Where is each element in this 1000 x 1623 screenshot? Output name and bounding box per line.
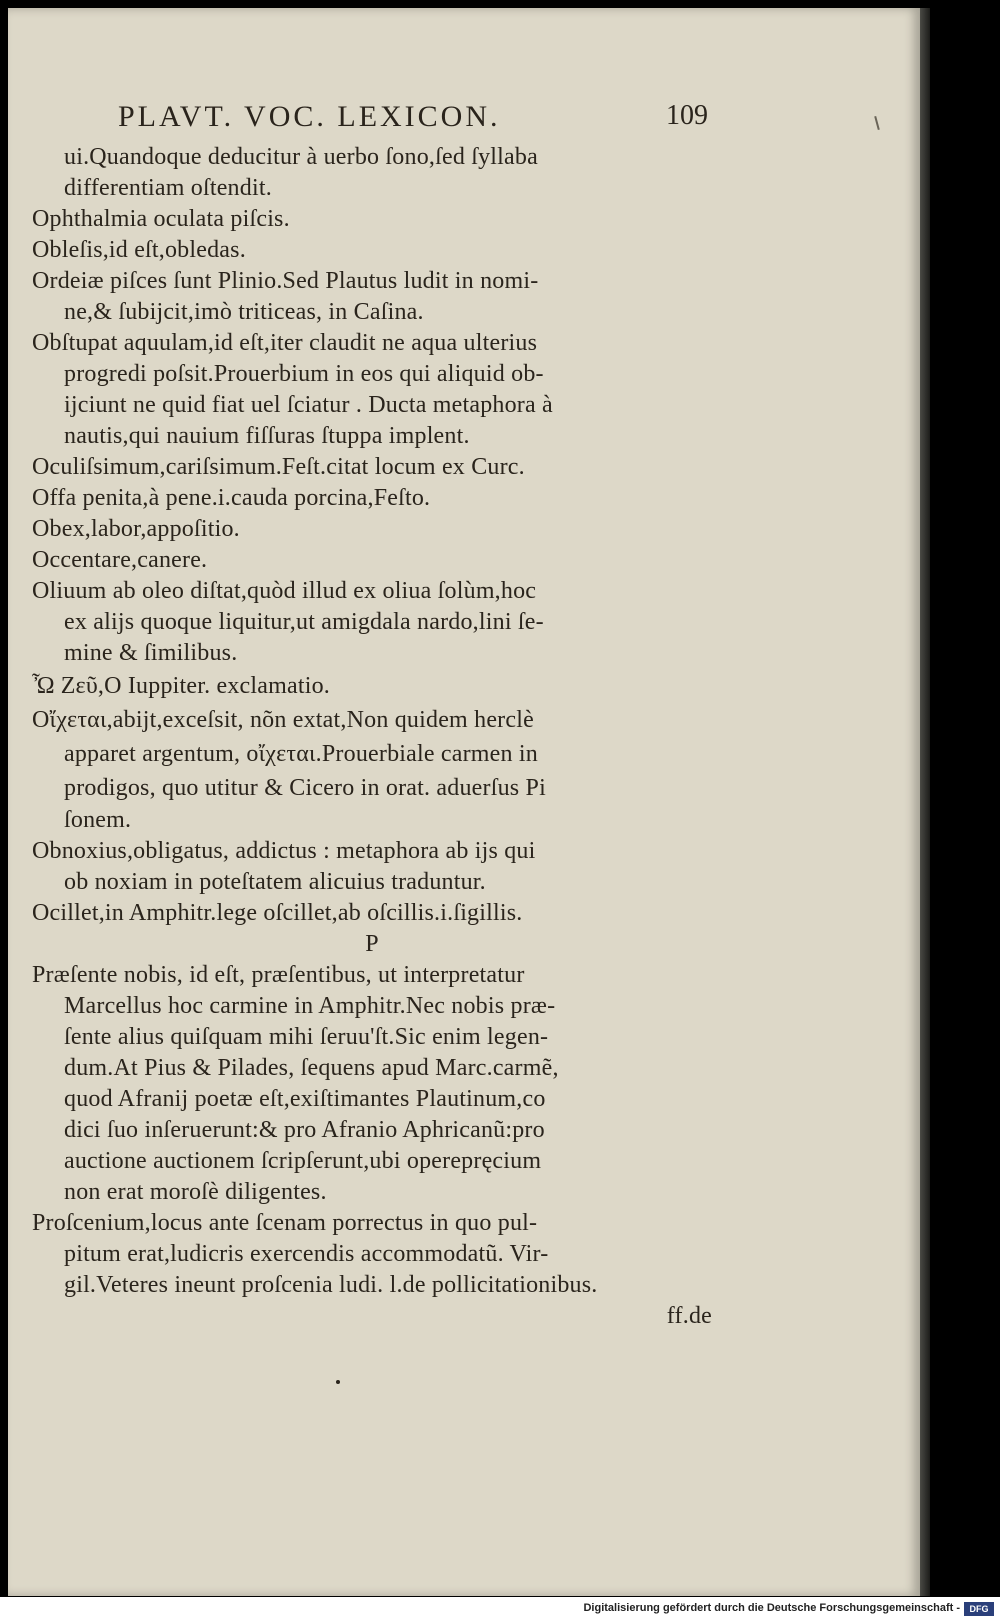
text-line: prodigos, quo utitur & Cicero in orat. aduerſus Pi	[64, 775, 546, 801]
entry-line: Præſente nobis, id eſt, præſentibus, ut interpretatur	[32, 962, 525, 988]
running-title: PLAVT. VOC. LEXICON.	[118, 100, 501, 133]
text-line: apparet argentum, οἴχεται.Prouerbiale carmen in	[64, 741, 538, 767]
ink-mark	[874, 116, 880, 130]
lexicon-text	[32, 142, 712, 1332]
text-line: quod Afranij poetæ eſt,exiſtimantes Plautinum,co	[64, 1086, 546, 1112]
entry-line: Ocillet,in Amphitr.lege oſcillet,ab oſcillis.i.ſigillis.	[32, 900, 523, 926]
entry-line: Obleſis,id eſt,obledas.	[32, 237, 246, 263]
text-line: ſente alius quiſquam mihi ſeruu'ſt.Sic enim legen-	[64, 1024, 549, 1050]
text-line: mine & ſimilibus.	[64, 640, 238, 666]
entry-line: Obnoxius,obligatus, addictus : metaphora ab ijs qui	[32, 838, 536, 864]
entry-line: Ordeiæ piſces ſunt Plinio.Sed Plautus ludit in nomi-	[32, 268, 539, 294]
text-line: ſonem.	[64, 807, 132, 833]
text-line: ijciunt ne quid fiat uel ſciatur . Ducta metaphora à	[64, 392, 553, 418]
text-line: non erat moroſè diligentes.	[64, 1179, 327, 1205]
entry-line: Offa penita,à pene.i.cauda porcina,Feſto.	[32, 485, 431, 511]
dfg-logo: DFG	[964, 1602, 994, 1616]
entry-line: Obex,labor,appoſitio.	[32, 516, 240, 542]
entry-line: Ophthalmia oculata piſcis.	[32, 206, 290, 232]
text-line: auctione auctionem ſcripſerunt,ubi operepręcium	[64, 1148, 542, 1174]
text-line: ne,& ſubijcit,imò triticeas, in Caſina.	[64, 299, 424, 325]
text-line: dum.At Pius & Pilades, ſequens apud Marc.carmẽ,	[64, 1055, 559, 1081]
section-letter: P	[365, 931, 379, 957]
entry-line: Oliuum ab oleo diſtat,quòd illud ex oliua ſolùm,hoc	[32, 578, 537, 604]
entry-line: Proſcenium,locus ante ſcenam porrectus in quo pul-	[32, 1210, 538, 1236]
text-line: ob noxiam in poteſtatem alicuius traduntur.	[64, 869, 486, 895]
text-line: Marcellus hoc carmine in Amphitr.Nec nobis præ-	[64, 993, 556, 1019]
ink-speck	[336, 1380, 340, 1384]
entry-line: Occentare,canere.	[32, 547, 208, 573]
running-head	[118, 100, 708, 140]
text-line: gil.Veteres ineunt proſcenia ludi. l.de pollicitationibus.	[64, 1272, 598, 1298]
digitization-footer	[0, 1597, 1000, 1623]
text-line: pitum erat,ludicris exercendis accommodatũ. Vir-	[64, 1241, 549, 1267]
funding-credit: Digitalisierung gefördert durch die Deutsche Forschungsgemeinschaft -	[583, 1602, 960, 1614]
page-edge-shadow	[920, 8, 930, 1596]
text-line: ex alijs quoque liquitur,ut amigdala nardo,lini ſe-	[64, 609, 544, 635]
text-line: differentiam oſtendit.	[64, 175, 272, 201]
page-number: 109	[666, 100, 708, 131]
entry-line: Obſtupat aquulam,id eſt,iter claudit ne aqua ulterius	[32, 330, 538, 356]
text-line: nautis,qui nauium fiſſuras ſtuppa implent.	[64, 423, 470, 449]
entry-line: Οἴχεται,abijt,exceſsit, nõn extat,Non quidem herclè	[32, 707, 534, 733]
text-line: progredi poſsit.Prouerbium in eos qui aliquid ob-	[64, 361, 544, 387]
entry-line: Ὦ Ζεῦ,O Iuppiter. exclamatio.	[32, 673, 330, 699]
entry-line: Oculiſsimum,cariſsimum.Feſt.citat locum ex Curc.	[32, 454, 525, 480]
catchword: ff.de	[666, 1303, 712, 1329]
text-line: dici ſuo inſeruerunt:& pro Afranio Aphricanũ:pro	[64, 1117, 545, 1143]
text-line: ui.Quandoque deducitur à uerbo ſono,ſed ſyllaba	[64, 144, 538, 170]
